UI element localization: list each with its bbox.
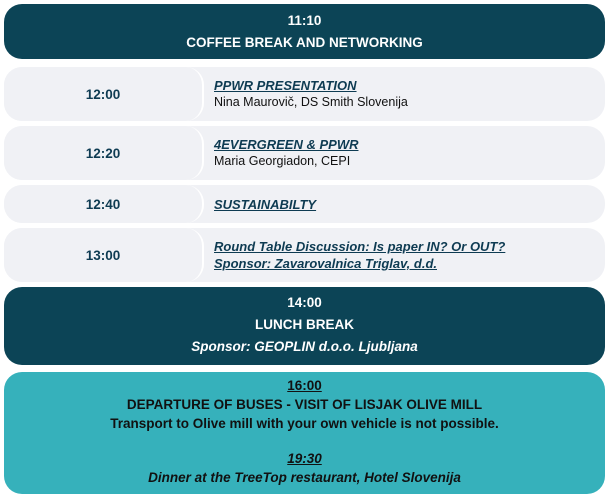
lunch-break-block [4, 287, 605, 365]
departure-block [4, 372, 605, 494]
session-speaker: Maria Georgiadon, CEPI [214, 154, 351, 168]
session-row [4, 185, 605, 223]
session-row [4, 67, 605, 121]
lunch-sponsor: Sponsor: GEOPLIN d.o.o. Ljubljana [191, 339, 418, 354]
departure-time: 16:00 [287, 378, 322, 393]
session-time: 12:40 [4, 185, 204, 223]
lunch-label: LUNCH BREAK [255, 317, 354, 332]
coffee-break-time: 11:10 [287, 13, 322, 28]
session-time: 13:00 [4, 228, 204, 282]
session-speaker: Nina Maurovič, DS Smith Slovenija [214, 95, 408, 109]
departure-note: Transport to Olive mill with your own vehicle is not possible. [110, 416, 499, 431]
session-row [4, 126, 605, 180]
session-sponsor-link[interactable]: Sponsor: Zavarovalnica Triglav, d.d. [214, 256, 437, 271]
coffee-break-label: COFFEE BREAK AND NETWORKING [186, 35, 423, 50]
spacer [4, 433, 605, 449]
departure-label: DEPARTURE OF BUSES - VISIT OF LISJAK OLIVE MILL [126, 397, 483, 412]
session-time: 12:20 [4, 126, 204, 180]
coffee-break-block [4, 4, 605, 59]
session-row [4, 228, 605, 282]
dinner-time: 19:30 [287, 451, 322, 466]
session-title-link[interactable]: 4EVERGREEN & PPWR [214, 137, 359, 152]
lunch-time: 14:00 [287, 295, 322, 310]
session-title-link[interactable]: SUSTAINABILTY [214, 196, 317, 212]
session-title-link[interactable]: PPWR PRESENTATION [214, 78, 357, 93]
dinner-label: Dinner at the TreeTop restaurant, Hotel Slovenija [148, 470, 461, 485]
session-time: 12:00 [4, 67, 204, 121]
session-title-link[interactable]: Round Table Discussion: Is paper IN? Or OUT? [214, 239, 506, 254]
